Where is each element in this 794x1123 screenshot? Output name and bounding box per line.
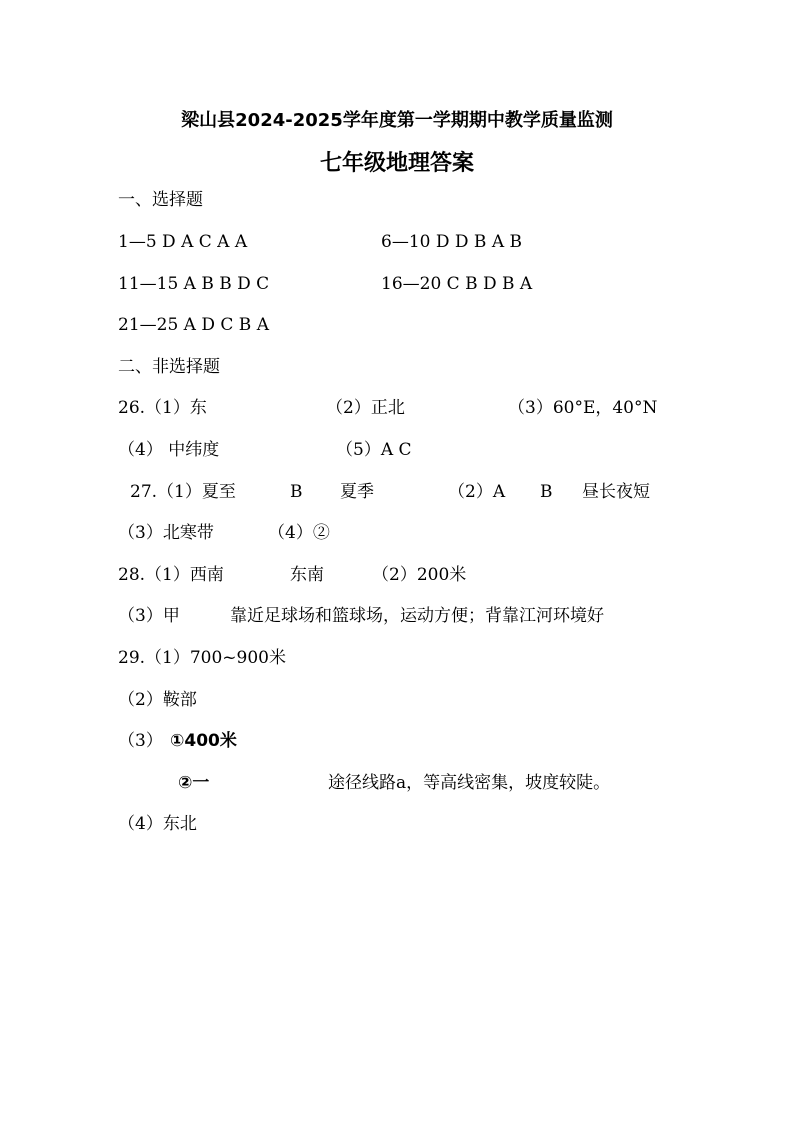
q27-row-2 [118,521,738,545]
answer-21-25: 21—25 A D C B A [118,315,269,335]
q27-part-2-daylength: 昼长夜短 [582,482,650,502]
q27-part-1-season: 夏季 [340,482,374,502]
q29-row-1: 29.（1）700~900米 [118,648,286,668]
q29-row-2: （2）鞍部 [118,690,197,710]
q28-row-1 [118,563,738,587]
answer-6-10: 6—10 D D B A B [381,232,522,252]
choice-row-1 [118,230,738,254]
q26-part-4: （4） 中纬度 [118,440,220,460]
q26-part-2: （2）正北 [326,398,405,418]
q26-row-1 [118,396,738,420]
q29-row-3 [118,729,738,753]
document-title: 梁山县2024-2025学年度第一学期期中教学质量监测 [181,110,613,131]
section-heading-nonchoice: 二、非选择题 [118,357,220,377]
q26-part-5: （5）A C [336,440,412,460]
q28-row-2 [118,604,738,628]
q28-part-1-second: 东南 [290,565,324,585]
q28-part-2: （2）200米 [372,565,467,585]
q28-part-3-reason: 靠近足球场和篮球场，运动方便；背靠江河环境好 [230,606,604,626]
q28-part-1: 28.（1）西南 [118,565,224,585]
choice-row-3 [118,313,738,337]
q29-row-5: （4）东北 [118,814,197,834]
q29-part-3-label: （3） [118,731,163,751]
q27-part-4: （4）② [268,523,330,543]
answer-11-15: 11—15 A B B D C [118,274,270,294]
q26-part-3: （3）60°E，40°N [508,398,658,418]
q27-part-1-option: B [290,482,303,502]
q27-row-1 [118,480,738,504]
section-heading-choice: 一、选择题 [118,190,203,210]
q27-part-2-option: B [540,482,553,502]
q29-part-3-reason: 途径线路a，等高线密集，坡度较陡。 [328,773,611,793]
q27-part-1: 27.（1）夏至 [130,482,236,502]
q27-part-2: （2）A [448,482,506,502]
answer-1-5: 1—5 D A C A A [118,232,248,252]
q29-row-4 [118,771,738,795]
answer-16-20: 16—20 C B D B A [381,274,533,294]
q27-part-3: （3）北寒带 [118,523,214,543]
document-subtitle: 七年级地理答案 [319,151,474,176]
q29-part-3-answer-1: ①400米 [170,731,237,751]
choice-row-2 [118,272,738,296]
q28-part-3: （3）甲 [118,606,180,626]
q26-row-2 [118,438,738,462]
q26-part-1: 26.（1）东 [118,398,207,418]
q29-part-3-answer-2: ②一 [178,773,210,793]
